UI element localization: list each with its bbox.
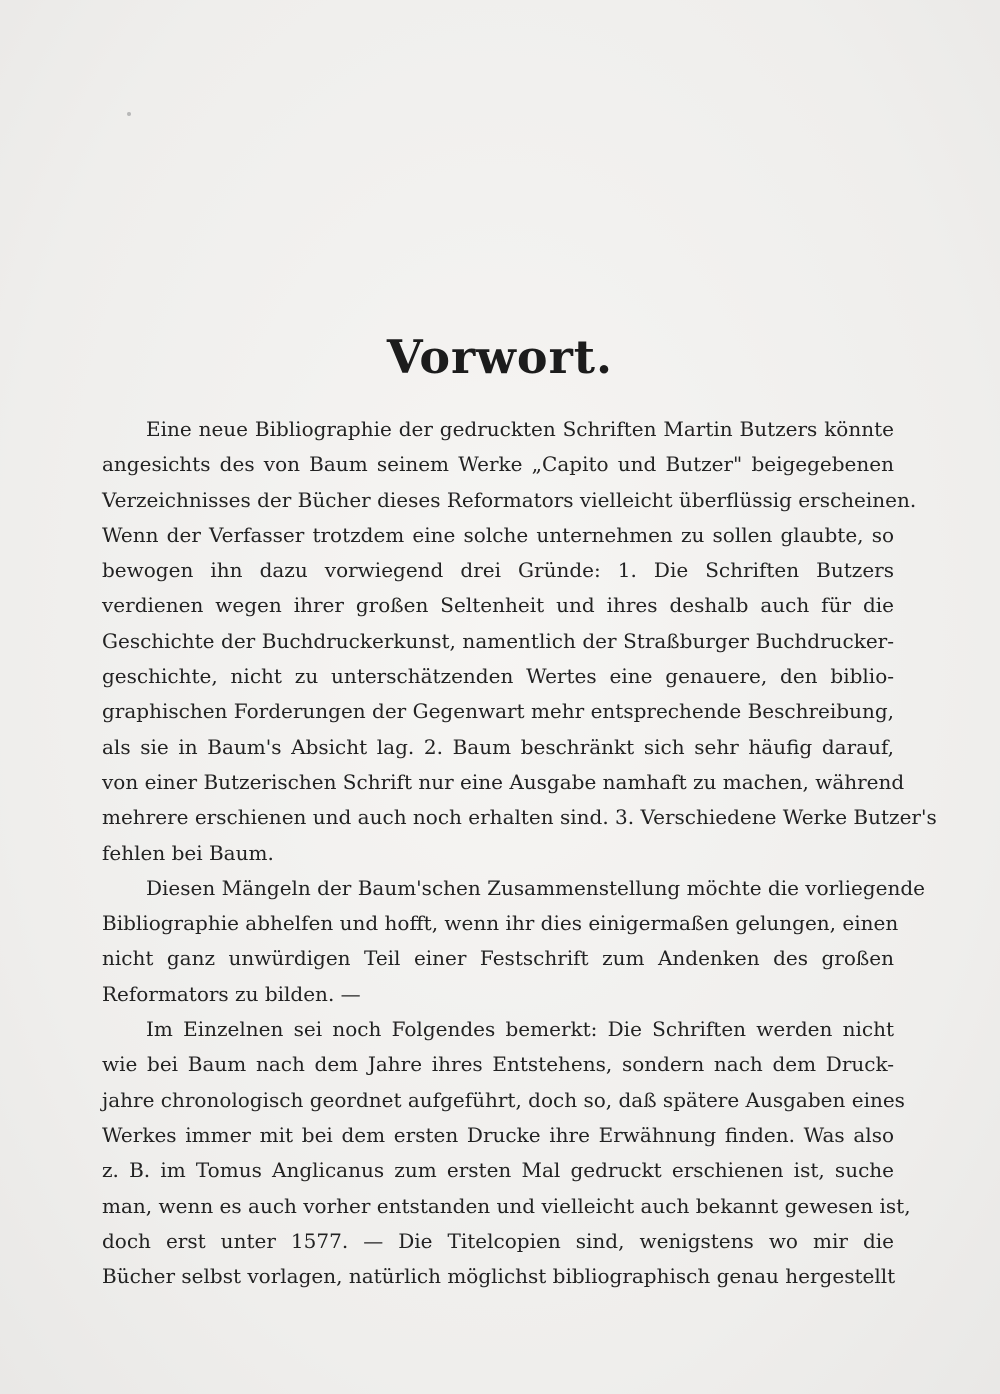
text-line: angesichts des von Baum seinem Werke „Capito und Butzer" beigegebenen — [102, 452, 894, 477]
text-line: als sie in Baum's Absicht lag. 2. Baum beschränkt sich sehr häufig darauf, — [102, 734, 894, 759]
text-line: doch erst unter 1577. — Die Titelcopien sind, wenigstens wo mir die — [102, 1228, 894, 1253]
text-line: Im Einzelnen sei noch Folgendes bemerkt: Die Schriften werden nicht — [146, 1017, 894, 1042]
text-line: Diesen Mängeln der Baum'schen Zusammenstellung möchte die vorliegende — [146, 875, 925, 900]
text-line: von einer Butzerischen Schrift nur eine Ausgabe namhaft zu machen, während — [102, 769, 905, 794]
text-line: geschichte, nicht zu unterschätzenden Wertes eine genauere, den biblio- — [102, 664, 894, 689]
page-title: Vorwort. — [386, 330, 614, 384]
text-line: nicht ganz unwürdigen Teil einer Festschrift zum Andenken des großen — [102, 946, 894, 971]
text-line: Wenn der Verfasser trotzdem eine solche unternehmen zu sollen glaubte, so — [102, 522, 894, 547]
text-line: bewogen ihn dazu vorwiegend drei Gründe: 1. Die Schriften Butzers — [102, 558, 894, 583]
text-line: fehlen bei Baum. — [102, 840, 274, 865]
text-line: Geschichte der Buchdruckerkunst, namentlich der Straßburger Buchdrucker- — [102, 628, 894, 653]
text-line: Reformators zu bilden. — — [102, 981, 361, 1006]
text-line: Verzeichnisses der Bücher dieses Reformators vielleicht überflüssig erscheinen. — [102, 487, 917, 512]
text-line: verdienen wegen ihrer großen Seltenheit und ihres deshalb auch für die — [102, 593, 894, 618]
body-text — [102, 412, 937, 1294]
text-line: Bibliographie abhelfen und hofft, wenn ihr dies einigermaßen gelungen, einen — [102, 911, 899, 936]
text-line: wie bei Baum nach dem Jahre ihres Entstehens, sondern nach dem Druck- — [102, 1052, 894, 1077]
text-line: Werkes immer mit bei dem ersten Drucke ihre Erwähnung finden. Was also — [102, 1122, 894, 1147]
text-line: man, wenn es auch vorher entstanden und vielleicht auch bekannt gewesen ist, — [102, 1193, 911, 1218]
text-line: graphischen Forderungen der Gegenwart mehr entsprechende Beschreibung, — [102, 699, 894, 724]
text-line: z. B. im Tomus Anglicanus zum ersten Mal gedruckt erschienen ist, suche — [102, 1158, 894, 1183]
paper-speck — [127, 112, 131, 116]
text-line: Bücher selbst vorlagen, natürlich möglichst bibliographisch genau hergestellt — [102, 1264, 896, 1289]
text-line: Eine neue Bibliographie der gedruckten Schriften Martin Butzers könnte — [146, 417, 894, 441]
text-line: jahre chronologisch geordnet aufgeführt, doch so, daß spätere Ausgaben eines — [102, 1087, 905, 1112]
text-line: mehrere erschienen und auch noch erhalten sind. 3. Verschiedene Werke Butzer's — [102, 805, 937, 830]
